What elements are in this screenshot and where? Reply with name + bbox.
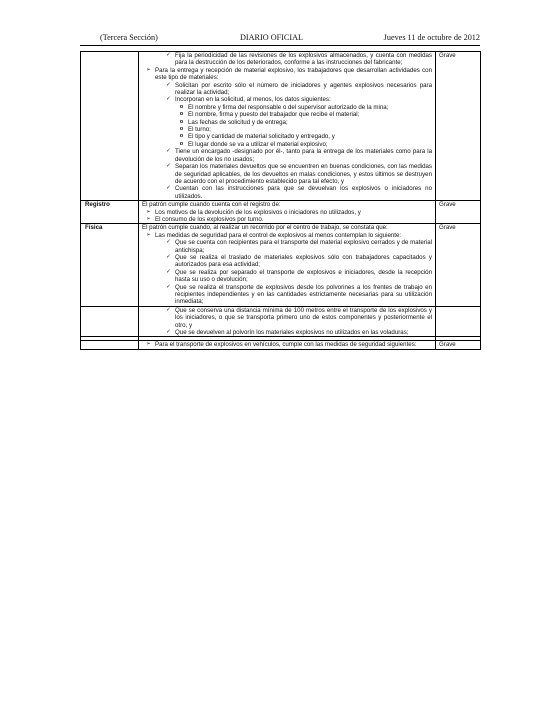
list-item — [142, 111, 432, 118]
check-bullet-icon: ✓ — [166, 306, 171, 313]
list-item-text: Que se conserva una distancia mínima de 100 metros entre el transporte de los explosivos y los iniciadores, o que se transporta primero uno de estos componentes y posteriormente el otro, y — [175, 306, 432, 329]
list-item — [142, 67, 432, 82]
list-item-text: Fija la periodicidad de las revisiones de los explosivos almacenados, y cuenta con medidas para la destrucción de los deteriorados, conforme a las instrucciones del fabricante; — [175, 52, 432, 67]
criterion-label — [81, 52, 139, 201]
list-item — [142, 104, 432, 111]
check-bullet-icon: ✓ — [166, 81, 171, 88]
paragraph: El patrón cumple cuando, al realizar un recorrido por el centro de trabajo, se constata que: — [142, 224, 388, 232]
check-bullet-icon: ✓ — [166, 163, 171, 170]
list-item — [142, 284, 432, 306]
table-row — [81, 306, 481, 337]
header-publication: DIARIO OFICIAL — [240, 33, 303, 42]
list-item — [142, 216, 432, 223]
criteria-table-body — [81, 52, 481, 350]
list-item — [142, 96, 432, 103]
list-item — [142, 141, 432, 148]
list-item — [142, 52, 432, 67]
list-item-text: Solicitan por escrito sólo el número de iniciadores y agentes explosivos necesarios para realizar la actividad; — [175, 81, 432, 97]
severity-grade — [436, 306, 481, 337]
severity-grade: Grave — [436, 341, 481, 349]
table-row — [81, 341, 481, 349]
list-item — [142, 82, 432, 97]
list-item — [142, 163, 432, 185]
circle-bullet-icon: o — [179, 126, 184, 133]
criterion-text — [139, 224, 436, 306]
list-item-text: El consumo de los explosivos por turno. — [155, 215, 264, 223]
list-item — [142, 185, 432, 200]
arrow-bullet-icon: ➢ — [146, 231, 151, 238]
criterion-label — [81, 306, 139, 337]
header-section: (Tercera Sección) — [100, 33, 158, 42]
list-item-text: Para el transporte de explosivos en vehículos, cumple con las medidas de seguridad siguientes: — [155, 341, 417, 349]
list-item — [142, 232, 432, 239]
criterion-text — [139, 201, 436, 224]
check-bullet-icon: ✓ — [166, 185, 171, 192]
check-bullet-icon: ✓ — [166, 148, 171, 155]
list-item — [142, 307, 432, 329]
arrow-bullet-icon: ➢ — [146, 66, 151, 73]
check-bullet-icon: ✓ — [166, 268, 171, 275]
list-item-text: Cuentan con las instrucciones para que se devuelvan los explosivos o iniciadores no utilizados. — [175, 185, 432, 200]
circle-bullet-icon: o — [179, 140, 184, 147]
table-row — [81, 224, 481, 306]
paragraph: El patrón cumple cuando cuenta con el registro de: — [142, 201, 281, 209]
list-item-text: Que se realiza por separado el transporte de explosivos e iniciadores, desde la recepción hasta su uso o devolución; — [175, 268, 432, 284]
criterion-label — [81, 341, 139, 349]
list-item — [142, 254, 432, 269]
circle-bullet-icon: o — [179, 111, 184, 118]
list-item-text: Las medidas de seguridad para el control de explosivos al menos contemplan lo siguiente: — [155, 231, 402, 239]
list-item-text: El nombre y firma del responsable o del supervisor autorizado de la mina; — [188, 103, 389, 111]
list-item — [142, 133, 432, 140]
criterion-text — [139, 306, 436, 337]
severity-grade: Grave — [436, 224, 481, 306]
list-item — [142, 341, 432, 348]
criterion-text — [139, 52, 436, 201]
arrow-bullet-icon: ➢ — [146, 208, 151, 215]
list-item-text: Que se cuenta con recipientes para el transporte del material explosivo cerrados y de material antichispa; — [175, 239, 432, 254]
criterion-label: Registro — [81, 201, 139, 224]
list-item — [142, 239, 432, 254]
list-item — [142, 119, 432, 126]
criterion-label: Física — [81, 224, 139, 306]
severity-grade: Grave — [436, 52, 481, 201]
list-item-text: Para la entrega y recepción de material explosivo, los trabajadores que desarrollan actividades con este tipo de materiales: — [155, 66, 432, 82]
list-item-text: El tipo y cantidad de material solicitado y entregado, y — [188, 133, 335, 141]
check-bullet-icon: ✓ — [166, 329, 171, 336]
check-bullet-icon: ✓ — [166, 96, 171, 103]
list-item — [142, 209, 432, 216]
list-item-text: El turno; — [188, 126, 211, 134]
list-item-text: Los motivos de la devolución de los explosivos o iniciadores no utilizados, y — [155, 208, 361, 216]
header-rule — [80, 45, 480, 46]
check-bullet-icon: ✓ — [166, 253, 171, 260]
list-item-text: Que se realiza el traslado de materiales explosivos sólo con trabajadores capacitados y autorizados para esa actividad; — [175, 253, 432, 269]
circle-bullet-icon: o — [179, 118, 184, 125]
circle-bullet-icon: o — [179, 103, 184, 110]
header-date: Jueves 11 de octubre de 2012 — [383, 33, 480, 42]
severity-grade: Grave — [436, 201, 481, 224]
list-item-text: Tiene un encargado -designado por él-, tanto para la entrega de los materiales como para la devolución de los no usados; — [175, 148, 432, 163]
list-item — [142, 148, 432, 163]
list-item — [142, 329, 432, 336]
table-row — [81, 201, 481, 224]
check-bullet-icon: ✓ — [166, 239, 171, 246]
arrow-bullet-icon: ➢ — [146, 215, 151, 222]
table-row — [81, 52, 481, 201]
check-bullet-icon: ✓ — [166, 283, 171, 290]
list-item — [142, 126, 432, 133]
arrow-bullet-icon: ➢ — [146, 341, 151, 348]
criteria-table — [80, 51, 481, 350]
list-item-text: El lugar donde se va a utilizar el material explosivo; — [188, 140, 328, 148]
circle-bullet-icon: o — [179, 133, 184, 140]
criterion-text — [139, 341, 436, 349]
list-item-text: Incorporan en la solicitud, al menos, los datos siguientes: — [175, 96, 331, 104]
check-bullet-icon: ✓ — [166, 52, 171, 58]
list-item-text: Separan los materiales devueltos que se encuentren en buenas condiciones, con las medidas de seguridad aplicables, de los devueltos en malas condiciones, y estos últimos se destruyen de acuerdo con el procedimiento establecido para tal efecto, y — [175, 163, 432, 185]
list-item-text: Las fechas de solicitud y de entrega; — [188, 118, 288, 126]
list-item-text: Que se realiza el transporte de explosivos desde los polvorines a los frentes de trabajo en recipientes independientes y en las cantidades estrictamente necesarias para su utilización inmediata; — [175, 283, 432, 306]
list-item-text: El nombre, firma y puesto del trabajador que recibe el material; — [188, 111, 360, 119]
list-item-text: Que se devuelven al polvorín los materiales explosivos no utilizados en las voladuras; — [175, 329, 409, 337]
list-item — [142, 269, 432, 284]
page-header — [80, 33, 480, 45]
